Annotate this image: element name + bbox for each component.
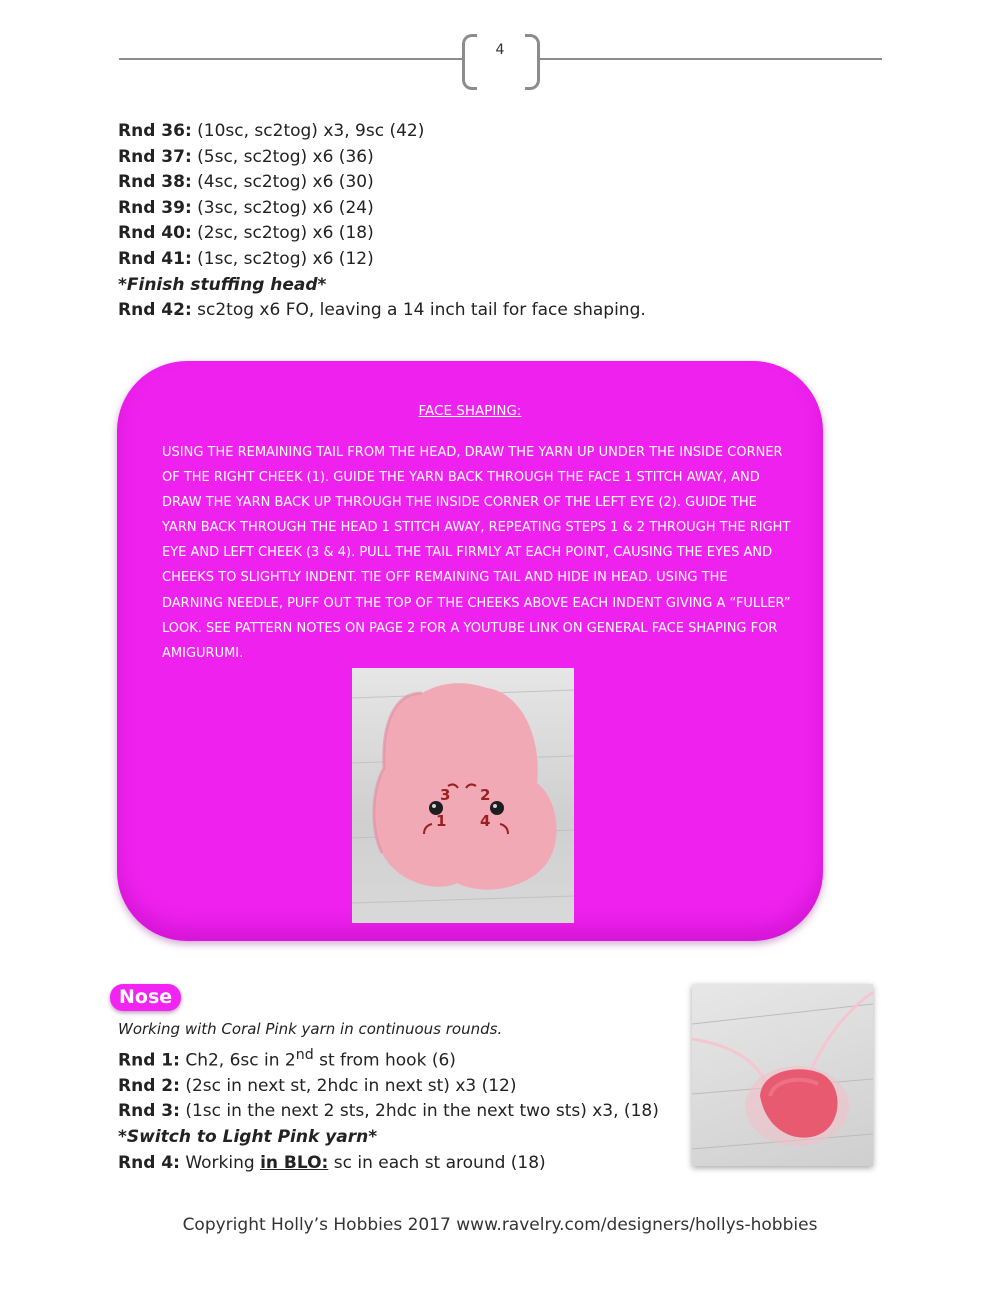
round-line <box>118 1099 659 1125</box>
round-text: sc2tog x6 FO, leaving a 14 inch tail for face shaping. <box>191 300 646 321</box>
round-text: (3sc, sc2tog) x6 (24) <box>191 197 374 218</box>
face-shaping-instructions: USING THE REMAINING TAIL FROM THE HEAD, DRAW THE YARN UP UNDER THE INSIDE CORNER OF THE RIGHT CHEEK (1). GUIDE THE YARN BACK THROUGH THE FACE 1 STITCH AWAY, AND DRAW THE YARN BACK UP THROUGH THE INSIDE CORNER OF THE LEFT EYE (2). GUIDE THE YARN BACK THROUGH THE HEAD 1 STITCH AWAY, REPEATING STEPS 1 & 2 THROUGH THE RIGHT EYE AND LEFT CHEEK (3 & 4). PULL THE TAIL FIRMLY AT EACH POINT, CAUSING THE EYES AND CHEEKS TO SLIGHTLY INDENT. TIE OFF REMAINING TAIL AND HIDE IN HEAD. USING THE DARNING NEEDLE, PUFF OUT THE TOP OF THE CHEEKS ABOVE EACH INDENT GIVING A “FULLER” LOOK. SEE PATTERN NOTES ON PAGE 2 FOR A YOUTUBE LINK ON GENERAL FACE SHAPING FOR AMIGURUMI. <box>162 445 791 661</box>
photo-mark: 4 <box>480 812 491 830</box>
head-rounds <box>118 119 646 324</box>
round-label: Rnd 2: <box>118 1075 180 1096</box>
round-label: Rnd 4: <box>118 1152 180 1173</box>
copyright-footer: Copyright Holly’s Hobbies 2017 www.ravelry.com/designers/hollys-hobbies <box>182 1215 818 1235</box>
round-text: (10sc, sc2tog) x3, 9sc (42) <box>191 121 425 141</box>
switch-yarn-note: *Switch to Light Pink yarn* <box>118 1127 378 1148</box>
round-text: st from hook (6) <box>313 1050 456 1071</box>
page-number: 4 <box>495 42 505 58</box>
nose-photo-illustration <box>692 984 873 1166</box>
round-label: Rnd 40: <box>118 223 192 244</box>
round-label: Rnd 1: <box>118 1050 180 1071</box>
round-text: (4sc, sc2tog) x6 (30) <box>191 172 374 193</box>
round-label: Rnd 42: <box>118 300 192 321</box>
round-text: (2sc in next st, 2hdc in next st) x3 (12) <box>179 1075 517 1096</box>
ordinal-suffix: nd <box>295 1046 314 1063</box>
round-line <box>118 298 646 324</box>
round-line <box>118 170 646 196</box>
round-label: Rnd 38: <box>118 172 192 193</box>
round-line <box>118 221 646 247</box>
round-text: sc in each st around (18) <box>328 1152 546 1173</box>
round-text: (5sc, sc2tog) x6 (36) <box>191 146 374 167</box>
round-label: Rnd 41: <box>118 248 192 269</box>
nose-heading: Nose <box>110 984 181 1011</box>
round-text: Working <box>179 1152 261 1173</box>
round-label: Rnd 37: <box>118 146 192 167</box>
round-text: (1sc, sc2tog) x6 (12) <box>191 248 374 269</box>
nose-intro: Working with Coral Pink yarn in continuous rounds. <box>118 1020 503 1038</box>
nose-photo <box>692 984 873 1166</box>
round-line <box>118 119 646 145</box>
right-safety-eye <box>490 801 504 815</box>
round-line <box>118 247 646 273</box>
photo-mark: 1 <box>436 812 447 830</box>
round-text: (1sc in the next 2 sts, 2hdc in the next two sts) x3, (18) <box>179 1101 659 1122</box>
header-rule-left <box>119 58 462 60</box>
round-line <box>118 1074 659 1100</box>
head-photo <box>352 668 574 923</box>
page-bracket-right <box>525 34 540 90</box>
photo-mark: 2 <box>480 786 491 804</box>
head-photo-illustration <box>352 668 574 923</box>
round-label: Rnd 3: <box>118 1101 180 1122</box>
header-rule-right <box>538 58 882 60</box>
photo-mark: 3 <box>440 786 451 804</box>
round-label: Rnd 36: <box>118 121 192 141</box>
face-shaping-title: FACE SHAPING: <box>418 403 522 419</box>
round-line <box>118 145 646 171</box>
round-text: (2sc, sc2tog) x6 (18) <box>191 223 374 244</box>
round-line <box>118 1043 659 1074</box>
stuffing-note: *Finish stuffing head* <box>118 274 327 295</box>
round-line <box>118 1151 659 1177</box>
page-bracket-left <box>462 34 477 90</box>
nose-instructions <box>118 1017 659 1176</box>
face-shaping-panel <box>117 361 823 941</box>
round-label: Rnd 39: <box>118 197 192 218</box>
round-line <box>118 196 646 222</box>
blo-emphasis: in BLO: <box>260 1152 329 1173</box>
round-text: Ch2, 6sc in 2 <box>179 1050 296 1071</box>
